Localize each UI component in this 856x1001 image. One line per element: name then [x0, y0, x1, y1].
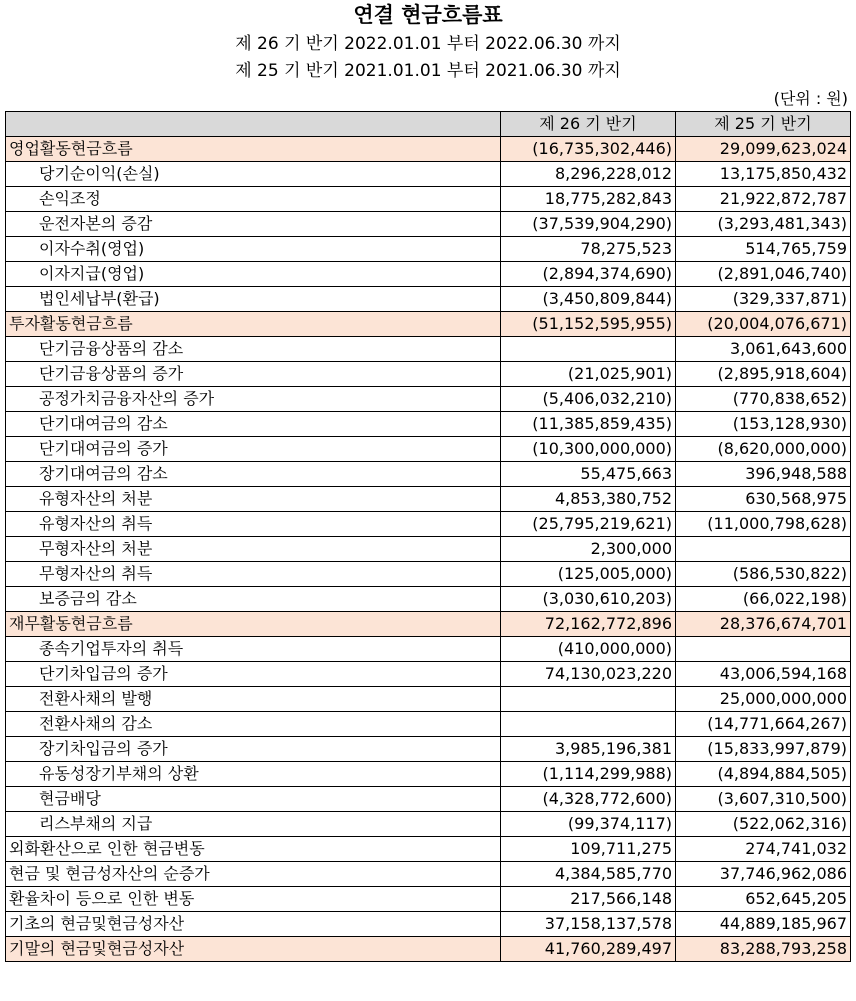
table-row — [6, 137, 851, 162]
row-value-current: 8,296,228,012 — [501, 162, 676, 187]
row-value-current: 4,853,380,752 — [501, 487, 676, 512]
row-value-prior: 83,288,793,258 — [676, 937, 851, 962]
table-row — [6, 562, 851, 587]
row-value-current: (3,030,610,203) — [501, 587, 676, 612]
row-value-prior: (2,891,046,740) — [676, 262, 851, 287]
table-row — [6, 412, 851, 437]
row-label: 재무활동현금흐름 — [6, 612, 501, 637]
row-label: 환율차이 등으로 인한 변동 — [6, 887, 501, 912]
row-label: 장기대여금의 감소 — [6, 462, 501, 487]
row-value-current: (2,894,374,690) — [501, 262, 676, 287]
row-value-current: (25,795,219,621) — [501, 512, 676, 537]
row-value-current: 4,384,585,770 — [501, 862, 676, 887]
row-label: 이자지급(영업) — [6, 262, 501, 287]
column-header-current: 제 26 기 반기 — [501, 112, 676, 137]
row-value-prior: 514,765,759 — [676, 237, 851, 262]
table-row — [6, 912, 851, 937]
row-value-prior: (8,620,000,000) — [676, 437, 851, 462]
row-value-current: (21,025,901) — [501, 362, 676, 387]
table-row — [6, 237, 851, 262]
row-value-current: (37,539,904,290) — [501, 212, 676, 237]
row-value-current: (125,005,000) — [501, 562, 676, 587]
row-label: 보증금의 감소 — [6, 587, 501, 612]
row-label: 외화환산으로 인한 현금변동 — [6, 837, 501, 862]
row-value-prior: 630,568,975 — [676, 487, 851, 512]
row-value-current: (3,450,809,844) — [501, 287, 676, 312]
row-label: 장기차입금의 증가 — [6, 737, 501, 762]
row-value-prior: (3,607,310,500) — [676, 787, 851, 812]
row-value-current: (51,152,595,955) — [501, 312, 676, 337]
row-value-prior: (3,293,481,343) — [676, 212, 851, 237]
row-value-prior: 37,746,962,086 — [676, 862, 851, 887]
table-row — [6, 862, 851, 887]
row-value-current: 217,566,148 — [501, 887, 676, 912]
row-value-current: 2,300,000 — [501, 537, 676, 562]
row-value-current: 74,130,023,220 — [501, 662, 676, 687]
column-header-item — [6, 112, 501, 137]
row-value-prior: (14,771,664,267) — [676, 712, 851, 737]
row-label: 단기금융상품의 감소 — [6, 337, 501, 362]
row-value-prior: 396,948,588 — [676, 462, 851, 487]
row-label: 운전자본의 증감 — [6, 212, 501, 237]
row-value-current: 37,158,137,578 — [501, 912, 676, 937]
row-value-current — [501, 337, 676, 362]
row-value-current: 109,711,275 — [501, 837, 676, 862]
row-label: 손익조정 — [6, 187, 501, 212]
cash-flow-table — [5, 111, 851, 962]
row-label: 현금배당 — [6, 787, 501, 812]
table-row — [6, 837, 851, 862]
table-row — [6, 487, 851, 512]
row-label: 당기순이익(손실) — [6, 162, 501, 187]
table-row — [6, 712, 851, 737]
table-row — [6, 187, 851, 212]
row-label: 리스부채의 지급 — [6, 812, 501, 837]
row-value-current: (10,300,000,000) — [501, 437, 676, 462]
row-value-prior: (586,530,822) — [676, 562, 851, 587]
row-label: 기말의 현금및현금성자산 — [6, 937, 501, 962]
row-value-prior: (11,000,798,628) — [676, 512, 851, 537]
period-current: 제 26 기 반기 2022.01.01 부터 2022.06.30 까지 — [235, 34, 621, 54]
table-row — [6, 212, 851, 237]
row-value-current: (5,406,032,210) — [501, 387, 676, 412]
row-label: 단기대여금의 감소 — [6, 412, 501, 437]
row-label: 단기대여금의 증가 — [6, 437, 501, 462]
row-label: 무형자산의 처분 — [6, 537, 501, 562]
table-row — [6, 262, 851, 287]
row-value-prior: (15,833,997,879) — [676, 737, 851, 762]
table-row — [6, 312, 851, 337]
row-value-prior: (66,022,198) — [676, 587, 851, 612]
table-row — [6, 887, 851, 912]
row-label: 단기차입금의 증가 — [6, 662, 501, 687]
table-row — [6, 387, 851, 412]
row-label: 영업활동현금흐름 — [6, 137, 501, 162]
row-value-current — [501, 687, 676, 712]
row-value-current: (99,374,117) — [501, 812, 676, 837]
row-value-prior: (153,128,930) — [676, 412, 851, 437]
table-row — [6, 462, 851, 487]
period-prior: 제 25 기 반기 2021.01.01 부터 2021.06.30 까지 — [235, 61, 621, 81]
row-value-current: (11,385,859,435) — [501, 412, 676, 437]
row-label: 현금 및 현금성자산의 순증가 — [6, 862, 501, 887]
row-value-prior: 43,006,594,168 — [676, 662, 851, 687]
row-label: 유형자산의 취득 — [6, 512, 501, 537]
row-value-current: (4,328,772,600) — [501, 787, 676, 812]
table-row — [6, 362, 851, 387]
row-label: 종속기업투자의 취득 — [6, 637, 501, 662]
row-value-prior — [676, 637, 851, 662]
row-label: 이자수취(영업) — [6, 237, 501, 262]
row-value-current: 41,760,289,497 — [501, 937, 676, 962]
row-value-prior: 652,645,205 — [676, 887, 851, 912]
table-row — [6, 612, 851, 637]
header-row — [6, 112, 851, 137]
row-value-prior: (2,895,918,604) — [676, 362, 851, 387]
row-value-prior: 3,061,643,600 — [676, 337, 851, 362]
row-value-current: 3,985,196,381 — [501, 737, 676, 762]
table-row — [6, 162, 851, 187]
row-value-prior — [676, 537, 851, 562]
unit-label: (단위 : 원) — [773, 89, 848, 108]
row-value-prior: 274,741,032 — [676, 837, 851, 862]
row-value-current: 72,162,772,896 — [501, 612, 676, 637]
table-row — [6, 437, 851, 462]
row-value-current: (410,000,000) — [501, 637, 676, 662]
statement-title: 연결 현금흐름표 — [353, 3, 503, 27]
row-value-prior: (329,337,871) — [676, 287, 851, 312]
row-label: 전환사채의 감소 — [6, 712, 501, 737]
table-row — [6, 337, 851, 362]
table-row — [6, 687, 851, 712]
table-row — [6, 812, 851, 837]
row-label: 기초의 현금및현금성자산 — [6, 912, 501, 937]
row-value-prior: (4,894,884,505) — [676, 762, 851, 787]
row-label: 유형자산의 처분 — [6, 487, 501, 512]
row-value-current — [501, 712, 676, 737]
row-label: 공정가치금융자산의 증가 — [6, 387, 501, 412]
row-value-prior: 29,099,623,024 — [676, 137, 851, 162]
table-row — [6, 662, 851, 687]
row-value-prior: 21,922,872,787 — [676, 187, 851, 212]
row-value-prior: 25,000,000,000 — [676, 687, 851, 712]
table-row — [6, 287, 851, 312]
table-row — [6, 512, 851, 537]
row-value-current: (1,114,299,988) — [501, 762, 676, 787]
row-value-prior: (522,062,316) — [676, 812, 851, 837]
table-row — [6, 787, 851, 812]
table-row — [6, 762, 851, 787]
row-value-current: 55,475,663 — [501, 462, 676, 487]
row-value-prior: 28,376,674,701 — [676, 612, 851, 637]
row-label: 단기금융상품의 증가 — [6, 362, 501, 387]
table-row — [6, 737, 851, 762]
table-row — [6, 637, 851, 662]
row-label: 법인세납부(환급) — [6, 287, 501, 312]
row-label: 무형자산의 취득 — [6, 562, 501, 587]
column-header-prior: 제 25 기 반기 — [676, 112, 851, 137]
row-label: 유동성장기부채의 상환 — [6, 762, 501, 787]
table-row — [6, 587, 851, 612]
row-label: 투자활동현금흐름 — [6, 312, 501, 337]
table-row — [6, 937, 851, 962]
table-row — [6, 537, 851, 562]
row-value-prior: (20,004,076,671) — [676, 312, 851, 337]
row-value-current: (16,735,302,446) — [501, 137, 676, 162]
row-value-prior: 13,175,850,432 — [676, 162, 851, 187]
row-value-current: 78,275,523 — [501, 237, 676, 262]
row-label: 전환사채의 발행 — [6, 687, 501, 712]
row-value-prior: 44,889,185,967 — [676, 912, 851, 937]
row-value-prior: (770,838,652) — [676, 387, 851, 412]
row-value-current: 18,775,282,843 — [501, 187, 676, 212]
